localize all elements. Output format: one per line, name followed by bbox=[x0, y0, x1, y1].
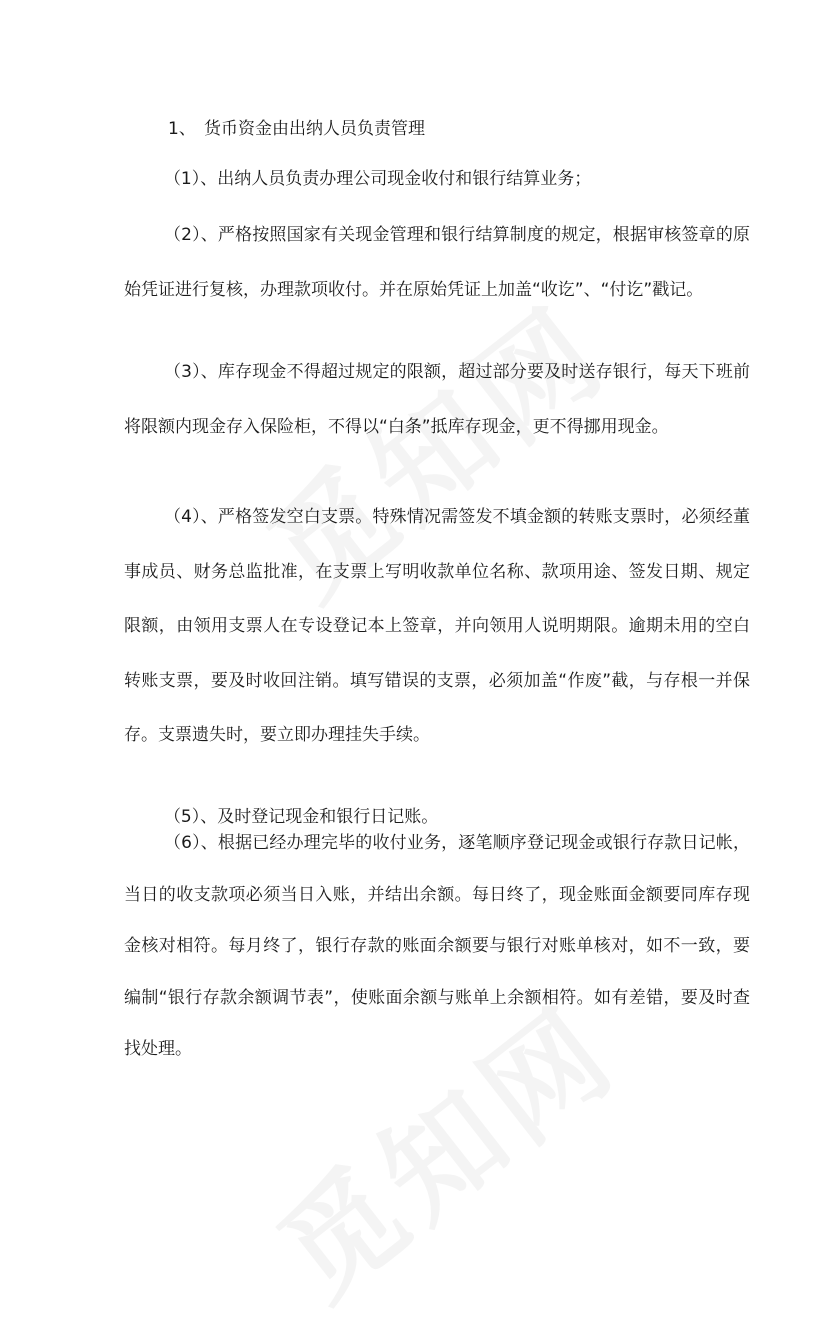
paragraph-3: （3）、库存现金不得超过规定的限额，超过部分要及时送存银行，每天下班前将限额内现金存入保险柜，不得以“白条”抵库存现金，更不得挪用现金。 bbox=[124, 362, 750, 437]
section-title: 货币资金由出纳人员负责管理 bbox=[204, 119, 425, 139]
paragraph-4: （4）、严格签发空白支票。特殊情况需签发不填金额的转账支票时，必须经董事成员、财务总监批准，在支票上写明收款单位名称、款项用途、签发日期、规定限额，由领用支票人在专设登记本上签章，并向领用人说明期限。逾期未用的空白转账支票，要及时收回注销。填写错误的支票，必须加盖“作废”截，与存根一并保存。支票遗失时，要立即办理挂失手续。 bbox=[124, 507, 750, 745]
section-heading bbox=[168, 114, 425, 144]
paragraph-1: （1）、出纳人员负责办理公司现金收付和银行结算业务； bbox=[163, 169, 592, 189]
section-number: 1、 bbox=[168, 119, 196, 139]
paragraph-2: （2）、严格按照国家有关现金管理和银行结算制度的规定，根据审核签章的原始凭证进行复核，办理款项收付。并在原始凭证上加盖“收讫”、“付讫”戳记。 bbox=[124, 225, 750, 300]
paragraph-6: （6）、根据已经办理完毕的收付业务，逐笔顺序登记现金或银行存款日记帐， 当日的收支款项必须当日入账，并结出余额。每日终了，现金账面金额要同库存现金核对相符。每月终了，银行存款的账面余额要与银行对账单核对，如不一致，要编制“银行存款余额调节表”，使账面余额与账单上余额相符。如有差错，要及时查找处理。 bbox=[124, 833, 750, 1059]
paragraph-5: （5）、及时登记现金和银行日记账。 bbox=[163, 807, 439, 827]
